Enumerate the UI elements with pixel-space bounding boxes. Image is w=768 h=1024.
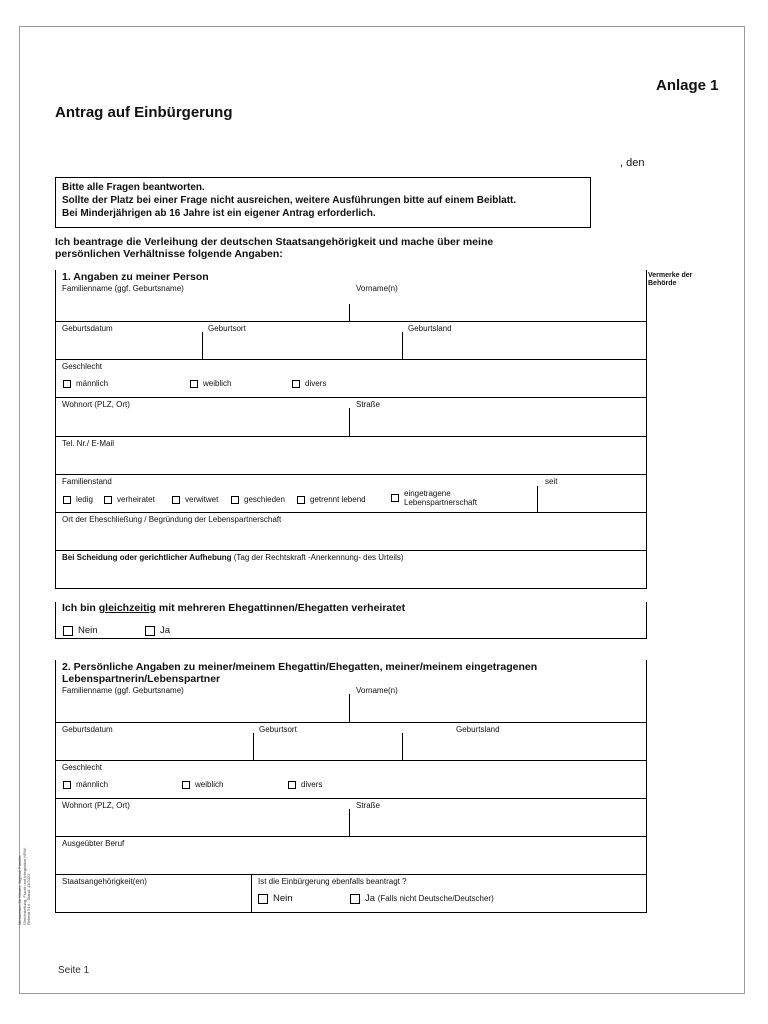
checkbox-icon bbox=[63, 781, 71, 789]
street-field[interactable] bbox=[349, 408, 646, 436]
row-spouse-birth bbox=[56, 722, 646, 760]
marital-since-field[interactable] bbox=[537, 486, 646, 512]
marital-divorced-checkbox[interactable] bbox=[231, 495, 285, 504]
checkbox-icon bbox=[292, 380, 300, 388]
field-label: Vorname(n) bbox=[356, 686, 398, 695]
publisher-note-line: Ministerium für Kinder, Jugend, Familie, bbox=[17, 854, 22, 925]
option-label: Ja bbox=[160, 625, 171, 636]
spouse-birth-country-field[interactable] bbox=[402, 723, 646, 760]
publisher-note bbox=[18, 847, 32, 925]
field-label: Geburtsort bbox=[208, 324, 246, 333]
divorce-date-field[interactable] bbox=[56, 550, 646, 588]
spouse-naturalization-cell bbox=[251, 875, 646, 912]
field-label: Geschlecht bbox=[62, 763, 103, 772]
contact-field[interactable] bbox=[56, 436, 646, 474]
option-label: verwitwet bbox=[185, 495, 219, 504]
row-spouse-address bbox=[56, 798, 646, 836]
option-label: eingetragene bbox=[404, 489, 451, 498]
publisher-note-line: Referat 514 - Stand: 11/2022 bbox=[26, 873, 31, 925]
page-number: Seite 1 bbox=[58, 965, 90, 976]
option-label: weiblich bbox=[203, 379, 232, 388]
multiple-spouses-no-checkbox[interactable] bbox=[63, 625, 98, 636]
spouse-occupation-field[interactable] bbox=[56, 836, 646, 874]
spouse-first-name-field[interactable] bbox=[349, 694, 646, 722]
publisher-note-line: Gleichstellung, Flucht und Integration NRW, bbox=[21, 847, 27, 925]
section-multiple-spouses bbox=[55, 602, 647, 639]
label-bold: Bei Scheidung oder gerichtlicher Aufhebung bbox=[62, 553, 232, 562]
checkbox-icon bbox=[172, 496, 180, 504]
multiple-spouses-yes-checkbox[interactable] bbox=[145, 625, 170, 636]
spouse-gender-female-checkbox[interactable] bbox=[182, 780, 223, 789]
gender-diverse-checkbox[interactable] bbox=[292, 379, 326, 388]
heading-part: Ich bin bbox=[62, 602, 99, 614]
field-label: Tel. Nr./ E-Mail bbox=[62, 439, 115, 448]
row-name bbox=[56, 282, 646, 321]
row-gender bbox=[56, 359, 646, 397]
option-label: weiblich bbox=[195, 780, 224, 789]
field-label: Straße bbox=[356, 400, 381, 409]
intro-text: Ich beantrage die Verleihung der deutschen Staatsangehörigkeit und mache über meine persönlichen Verhältnisse folgende Angaben: bbox=[55, 236, 494, 260]
residence-field[interactable] bbox=[56, 398, 349, 436]
gender-female-checkbox[interactable] bbox=[190, 379, 231, 388]
option-label: Nein bbox=[78, 625, 98, 636]
checkbox-icon bbox=[182, 781, 190, 789]
field-label: Ausgeübter Beruf bbox=[62, 839, 125, 848]
spouse-citizenship-field[interactable] bbox=[56, 875, 251, 912]
date-suffix: , den bbox=[620, 157, 645, 169]
row-spouse-citizenship bbox=[56, 874, 646, 912]
field-label: Vorname(n) bbox=[356, 284, 398, 293]
row-address bbox=[56, 397, 646, 436]
option-label: divers bbox=[305, 379, 327, 388]
spouse-naturalization-yes-checkbox[interactable] bbox=[350, 893, 494, 904]
marriage-place-field[interactable] bbox=[56, 512, 646, 550]
option-label: divers bbox=[301, 780, 323, 789]
field-label: Staatsangehörigkeit(en) bbox=[62, 877, 147, 886]
field-label: Familienname (ggf. Geburtsname) bbox=[62, 686, 184, 695]
row-birth bbox=[56, 321, 646, 359]
marital-separated-checkbox[interactable] bbox=[297, 495, 366, 504]
field-label: Geburtsland bbox=[456, 725, 500, 734]
family-name-field[interactable] bbox=[56, 282, 349, 321]
checkbox-icon bbox=[190, 380, 198, 388]
checkbox-icon bbox=[258, 894, 268, 904]
checkbox-icon bbox=[231, 496, 239, 504]
option-label: Lebenspartnerschaft bbox=[404, 498, 477, 507]
field-label: seit bbox=[545, 477, 558, 486]
birth-country-field[interactable] bbox=[402, 322, 646, 359]
spouse-birth-place-field[interactable] bbox=[253, 723, 402, 760]
field-label: Geburtsdatum bbox=[62, 725, 113, 734]
instruction-line: Bitte alle Fragen beantworten. bbox=[62, 182, 205, 193]
spouse-gender-male-checkbox[interactable] bbox=[63, 780, 108, 789]
label-rest: (Tag der Rechtskraft -Anerkennung- des Urteils) bbox=[231, 553, 404, 562]
authority-notes-label: Vermerke der Behörde bbox=[648, 272, 693, 287]
marital-widowed-checkbox[interactable] bbox=[172, 495, 218, 504]
marital-single-checkbox[interactable] bbox=[63, 495, 93, 504]
option-label: männlich bbox=[76, 379, 109, 388]
checkbox-icon bbox=[63, 380, 71, 388]
option-label: Nein bbox=[273, 893, 293, 904]
birth-place-field[interactable] bbox=[202, 322, 402, 359]
section-heading: 1. Angaben zu meiner Person bbox=[62, 271, 209, 283]
checkbox-icon bbox=[391, 494, 399, 502]
heading-underlined: gleichzeitig bbox=[98, 602, 156, 614]
spouse-birth-date-field[interactable] bbox=[56, 723, 253, 760]
first-name-field[interactable] bbox=[349, 304, 646, 321]
spouse-family-name-field[interactable] bbox=[56, 684, 349, 722]
row-spouse-name bbox=[56, 684, 646, 722]
option-label: Ja bbox=[365, 893, 376, 904]
field-label: Ort der Eheschließung / Begründung der Lebenspartnerschaft bbox=[62, 515, 282, 524]
option-label: verheiratet bbox=[117, 495, 155, 504]
heading-part: mit mehreren Ehegattinnen/Ehegatten verheiratet bbox=[155, 602, 406, 614]
checkbox-icon bbox=[288, 781, 296, 789]
field-label: Geburtsort bbox=[259, 725, 297, 734]
spouse-naturalization-no-checkbox[interactable] bbox=[258, 893, 293, 904]
annex-label: Anlage 1 bbox=[656, 77, 719, 94]
section-heading bbox=[56, 602, 646, 614]
instruction-line: Sollte der Platz bei einer Frage nicht ausreichen, weitere Ausführungen bitte auf einem Beiblatt. bbox=[62, 195, 517, 206]
field-label: Straße bbox=[356, 801, 381, 810]
spouse-gender-diverse-checkbox[interactable] bbox=[288, 780, 322, 789]
birth-date-field[interactable] bbox=[56, 322, 202, 359]
field-label: Ist die Einbürgerung ebenfalls beantragt ? bbox=[258, 877, 407, 886]
field-label: Geschlecht bbox=[62, 362, 103, 371]
field-label: Wohnort (PLZ, Ort) bbox=[62, 801, 130, 810]
spouse-residence-field[interactable] bbox=[56, 799, 349, 836]
gender-male-checkbox[interactable] bbox=[63, 379, 108, 388]
checkbox-icon bbox=[63, 496, 71, 504]
option-label: ledig bbox=[76, 495, 93, 504]
option-label: getrennt lebend bbox=[310, 495, 366, 504]
checkbox-icon bbox=[145, 626, 155, 636]
option-label: männlich bbox=[76, 780, 109, 789]
section-spouse-details bbox=[55, 660, 647, 913]
marital-married-checkbox[interactable] bbox=[104, 495, 155, 504]
option-note: (Falls nicht Deutsche/Deutscher) bbox=[377, 894, 494, 903]
field-label: Familienstand bbox=[62, 477, 112, 486]
marital-partnership-checkbox[interactable] bbox=[391, 489, 477, 507]
field-label bbox=[62, 553, 404, 562]
checkbox-icon bbox=[350, 894, 360, 904]
checkbox-icon bbox=[104, 496, 112, 504]
field-label: Wohnort (PLZ, Ort) bbox=[62, 400, 130, 409]
checkbox-icon bbox=[297, 496, 305, 504]
field-label: Familienname (ggf. Geburtsname) bbox=[62, 284, 184, 293]
section-heading: 2. Persönliche Angaben zu meiner/meinem Ehegattin/Ehegatten, meiner/meinem eingetragenen Lebenspartnerin/Lebenspartner bbox=[62, 661, 538, 685]
checkbox-icon bbox=[63, 626, 73, 636]
instruction-line: Bei Minderjährigen ab 16 Jahre ist ein eigener Antrag erforderlich. bbox=[62, 208, 376, 219]
option-label: geschieden bbox=[244, 495, 285, 504]
instructions-box bbox=[55, 177, 591, 228]
form-title: Antrag auf Einbürgerung bbox=[55, 104, 233, 121]
field-label: Geburtsdatum bbox=[62, 324, 113, 333]
row-spouse-gender bbox=[56, 760, 646, 798]
section-personal-details bbox=[55, 270, 647, 589]
spouse-street-field[interactable] bbox=[349, 809, 646, 836]
row-marital-status bbox=[56, 474, 646, 512]
field-label: Geburtsland bbox=[408, 324, 452, 333]
